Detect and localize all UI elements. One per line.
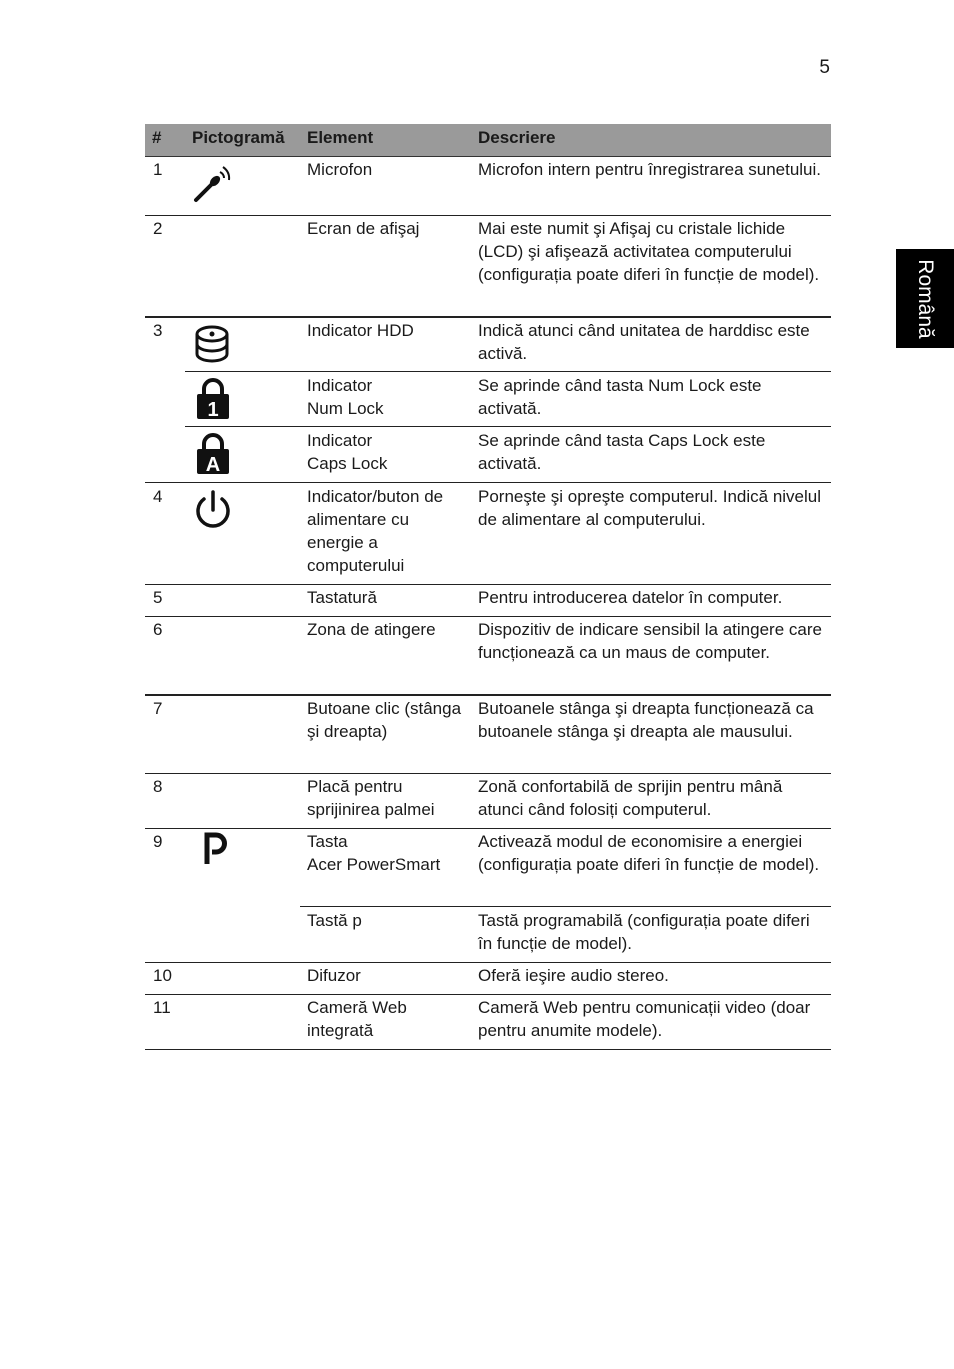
row-divider [145, 616, 831, 617]
caps-lock-icon [195, 433, 231, 475]
row-2-description: Mai este numit şi Afişaj cu cristale lichide (LCD) şi afişează activitatea computerului (configurația poate diferi în funcție de model). [478, 219, 820, 284]
row-10-description: Oferă ieşire audio stereo. [478, 966, 669, 985]
row-numlock-element: Indicator Num Lock [307, 376, 384, 418]
row-1-element: Microfon [307, 160, 373, 179]
row-pkey-element: Tastă p [307, 911, 362, 930]
row-11-number: 11 [153, 998, 171, 1017]
row-9-description: Activează modul de economisire a energiei (configurația poate diferi în funcție de model). [478, 832, 820, 874]
row-divider [185, 426, 831, 427]
p-key-icon [203, 832, 229, 866]
row-7-number: 7 [153, 699, 163, 718]
row-7-description: Butoanele stânga şi dreapta funcționează ca butoanele stânga şi dreapta ale mausului. [478, 699, 814, 741]
row-10-element: Difuzor [307, 966, 361, 985]
row-capslock-element: Indicator Caps Lock [307, 431, 388, 473]
language-tab-label: Română [914, 258, 937, 339]
row-9-element: Tasta Acer PowerSmart [307, 832, 441, 874]
language-tab [896, 249, 954, 348]
header-number: # [152, 128, 162, 147]
row-8-element: Placă pentru sprijinirea palmei [307, 777, 435, 819]
svg-text:A: A [205, 454, 221, 475]
row-1-description: Microfon intern pentru înregistrarea sunetului. [478, 160, 822, 179]
row-divider [145, 994, 831, 995]
row-4-number: 4 [153, 487, 163, 506]
row-capslock-description: Se aprinde când tasta Caps Lock este activată. [478, 431, 766, 473]
row-divider [145, 773, 831, 774]
row-4-element: Indicator/buton de alimentare cu energie a computerului [307, 487, 444, 575]
row-divider [145, 316, 831, 318]
table-bottom-rule [145, 1049, 831, 1050]
row-9-number: 9 [153, 832, 163, 851]
row-3-number: 3 [153, 321, 163, 340]
header-element: Element [307, 128, 374, 147]
power-icon [193, 490, 233, 532]
microphone-icon [193, 164, 233, 204]
row-numlock-description: Se aprinde când tasta Num Lock este activată. [478, 376, 762, 418]
row-6-description: Dispozitiv de indicare sensibil la atingere care funcționează ca un maus de computer. [478, 620, 822, 662]
num-lock-icon [195, 378, 231, 420]
row-6-number: 6 [153, 620, 163, 639]
header-icon: Pictogramă [192, 128, 285, 147]
row-divider [145, 962, 831, 963]
row-divider [300, 906, 831, 907]
row-8-description: Zonă confortabilă de sprijin pentru mână atunci când folosiți computerul. [478, 777, 783, 819]
row-10-number: 10 [153, 966, 172, 985]
row-8-number: 8 [153, 777, 163, 796]
row-divider [145, 482, 831, 483]
row-divider [145, 694, 831, 696]
row-3-element: Indicator HDD [307, 321, 414, 340]
row-2-number: 2 [153, 219, 163, 238]
row-4-description: Porneşte şi opreşte computerul. Indică nivelul de alimentare al computerului. [478, 487, 822, 529]
table-header [145, 124, 831, 157]
row-divider [145, 828, 831, 829]
row-3-description: Indică atunci când unitatea de harddisc este activă. [478, 321, 810, 363]
row-divider [145, 215, 831, 216]
row-7-element: Butoane clic (stânga şi dreapta) [307, 699, 462, 741]
row-5-number: 5 [153, 588, 163, 607]
svg-text:1: 1 [207, 399, 219, 420]
row-divider [185, 371, 831, 372]
row-pkey-description: Tastă programabilă (configurația poate diferi în funcție de model). [478, 911, 810, 953]
row-1-number: 1 [153, 160, 163, 179]
row-11-element: Cameră Web integrată [307, 998, 407, 1040]
row-11-description: Cameră Web pentru comunicații video (doar pentru anumite modele). [478, 998, 811, 1040]
row-divider [145, 584, 831, 585]
hdd-icon [193, 324, 231, 366]
row-5-description: Pentru introducerea datelor în computer. [478, 588, 783, 607]
header-description: Descriere [478, 128, 556, 147]
page-number: 5 [819, 57, 830, 78]
row-5-element: Tastatură [307, 588, 377, 607]
row-6-element: Zona de atingere [307, 620, 436, 639]
row-2-element: Ecran de afişaj [307, 219, 420, 238]
